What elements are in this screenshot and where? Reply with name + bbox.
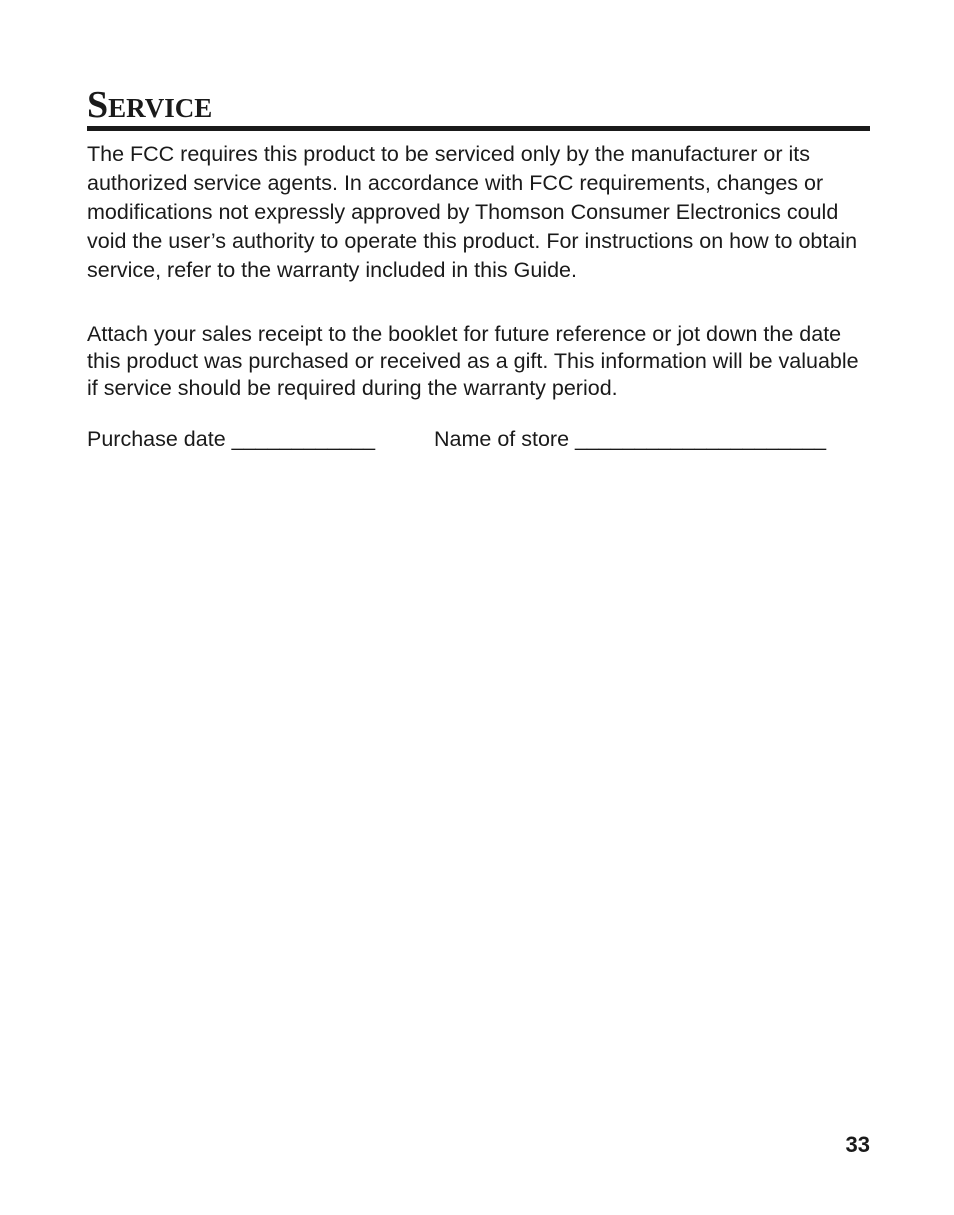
- page-number: 33: [845, 1132, 870, 1157]
- fcc-service-paragraph: The FCC requires this product to be serviced only by the manufacturer or its authorized service agents. In accordance with FCC requirements, changes or modifications not expressly approved by Thomson Consumer Electronics could void the user’s authority to operate this product. For instructions on how to obtain service, refer to the warranty included in this Guide.: [87, 142, 858, 282]
- store-name-field: Name of store _____________________: [434, 427, 827, 451]
- section-title: Service: [87, 84, 213, 126]
- purchase-date-field: Purchase date ____________: [87, 427, 376, 451]
- title-rule: [87, 126, 870, 131]
- manual-page: [87, 0, 870, 1215]
- purchase-record-form: [87, 425, 870, 454]
- sales-receipt-paragraph: Attach your sales receipt to the booklet for future reference or jot down the date this product was purchased or received as a gift. This information will be valuable if service should be required during the warranty period.: [87, 322, 859, 400]
